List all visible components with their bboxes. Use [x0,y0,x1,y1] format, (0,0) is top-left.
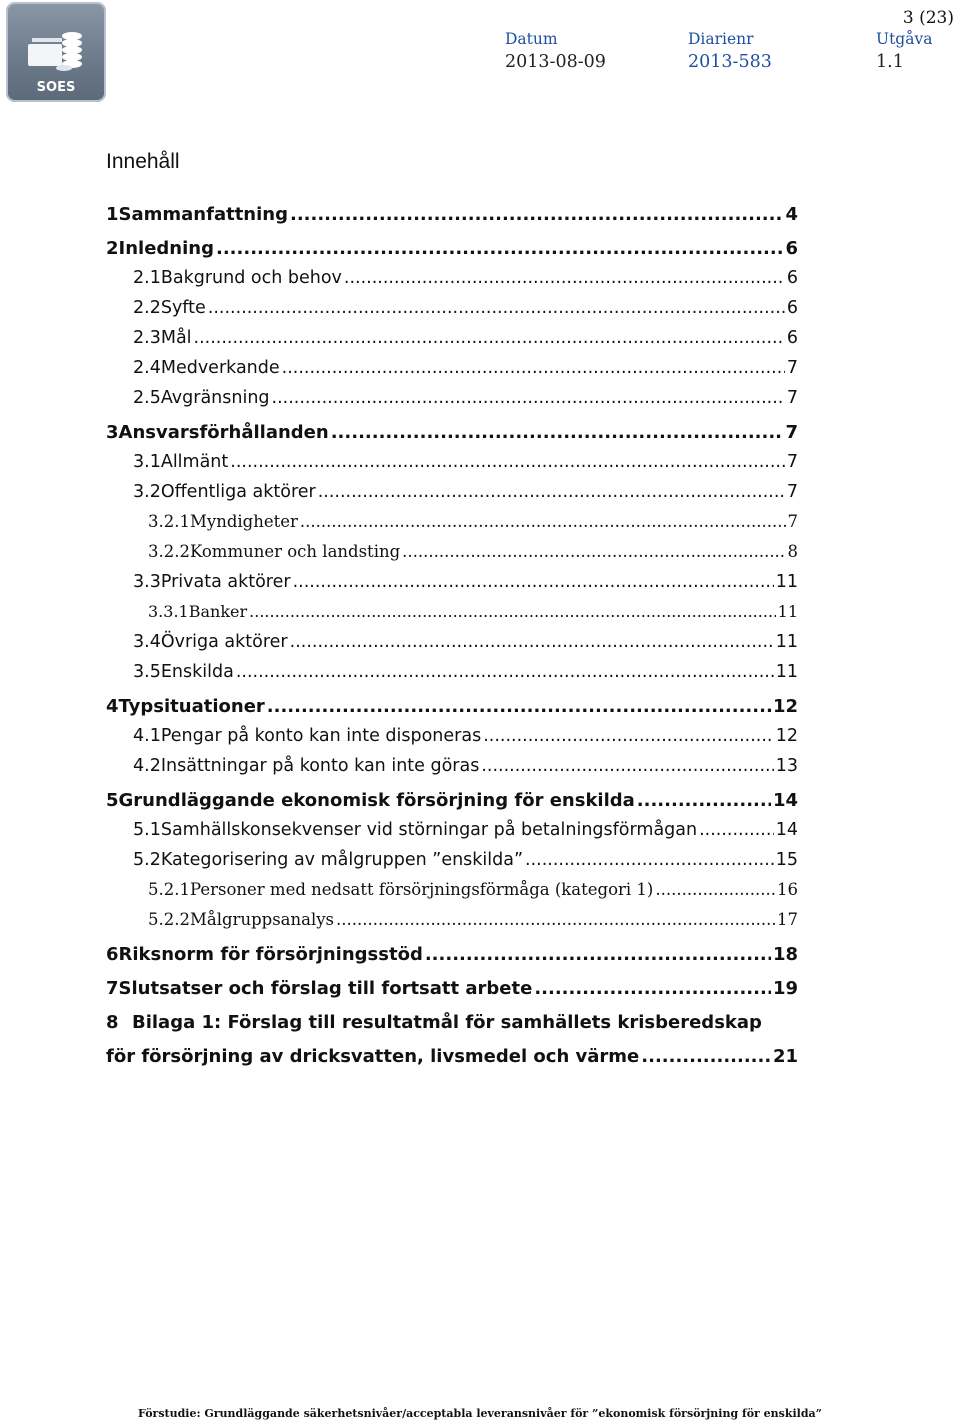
utgava-value: 1.1 [876,52,904,72]
toc-entry-page: 19 [772,978,798,999]
page-number: 3 (23) [902,8,954,28]
toc-entry-title: för försörjning av dricksvatten, livsmedel och värme [106,1046,640,1067]
toc-entry-page: 6 [786,328,798,348]
diarienr-label: Diarienr [688,30,754,48]
toc-entry-page: 12 [775,726,798,746]
toc-entry-title: Kategorisering av målgruppen ”enskilda” [160,850,524,870]
toc-entry-page: 11 [777,602,798,621]
toc-entry-title: Grundläggande ekonomisk försörjning för enskilda [118,790,635,811]
toc-entry-number: 3.2.1 [148,512,190,531]
toc-leader-dots [230,452,785,472]
toc-entry-2-1[interactable] [133,268,798,288]
toc-entry-title: Avgränsning [160,388,270,408]
toc-leader-dots [236,662,774,682]
meta-diarienr [688,30,772,72]
toc-entry-number: 8 [106,1012,119,1033]
date-label: Datum [505,30,558,48]
toc-leader-dots [481,756,773,776]
toc-entry-title: Myndigheter [189,512,298,531]
toc-leader-dots [655,880,775,899]
toc-entry-page: 16 [777,880,798,899]
toc-entry-number: 4.1 [133,726,161,746]
toc-entry-6[interactable] [106,944,798,965]
toc-entry-3-2[interactable] [133,482,798,502]
toc-entry-7[interactable] [106,978,798,999]
toc-entry-number: 4 [106,696,119,717]
toc-entry-5[interactable] [106,790,798,811]
toc-entry-number: 2 [106,238,119,259]
toc-entry-4[interactable] [106,696,798,717]
toc-entry-3[interactable] [106,422,798,443]
toc-entry-number: 5.2.2 [148,910,190,929]
toc-entry-number: 5.2 [133,850,161,870]
toc-entry-page: 14 [772,790,798,811]
toc-entry-title: Övriga aktörer [160,632,288,652]
toc-entry-number: 3.1 [133,452,161,472]
toc-entry-title: Riksnorm för försörjningsstöd [118,944,423,965]
toc-entry-number: 2.2 [133,298,161,318]
toc-leader-dots [637,790,771,811]
toc-entry-3-2-2[interactable] [148,542,798,561]
toc-entry-title: Privata aktörer [160,572,291,592]
toc-entry-number: 2.4 [133,358,161,378]
toc-entry-3-1[interactable] [133,452,798,472]
toc-entry-title: Offentliga aktörer [160,482,316,502]
toc-entry-number: 6 [106,944,119,965]
toc-entry-3-3-1[interactable] [148,602,798,621]
toc-leader-dots [290,204,783,225]
toc-entry-title: Ansvarsförhållanden [118,422,329,443]
toc-entry-4-2[interactable] [133,756,798,776]
toc-entry-page: 6 [785,238,798,259]
toc-entry-page: 11 [775,662,798,682]
toc-entry-number: 3.2.2 [148,542,190,561]
toc-leader-dots [300,512,786,531]
toc-entry-page: 11 [775,632,798,652]
toc-entry-title: Sammanfattning [118,204,288,225]
meta-utgava [876,30,932,72]
toc-entry-2-3[interactable] [133,328,798,348]
toc-entry-page: 14 [775,820,798,840]
toc-entry-page: 7 [786,358,798,378]
toc-entry-title: Samhällskonsekvenser vid störningar på betalningsförmågan [160,820,698,840]
toc-entry-title: Bakgrund och behov [160,268,342,288]
toc-leader-dots [272,388,785,408]
toc-entry-page: 7 [786,452,798,472]
toc-leader-dots [216,238,783,259]
toc-entry-title: Bilaga 1: Förslag till resultatmål för samhällets krisberedskap [132,1012,762,1033]
toc-entry-number: 3.2 [133,482,161,502]
utgava-label: Utgåva [876,30,933,48]
toc-entry-title: Målgruppsanalys [189,910,335,929]
toc-entry-page: 17 [777,910,798,929]
toc-entry-8-continued[interactable] [106,1046,798,1067]
toc-entry-page: 4 [785,204,798,225]
toc-entry-number: 5 [106,790,119,811]
toc-leader-dots [344,268,785,288]
toc-leader-dots [318,482,785,502]
toc-leader-dots [483,726,774,746]
toc-leader-dots [534,978,771,999]
toc-leader-dots [331,422,784,443]
toc-entry-number: 2.3 [133,328,161,348]
toc-entry-2-4[interactable] [133,358,798,378]
toc-leader-dots [641,1046,771,1067]
toc-entry-number: 3.3.1 [148,602,189,621]
coins-icon [26,24,88,74]
toc-leader-dots [293,572,774,592]
toc-leader-dots [336,910,775,929]
toc-leader-dots [249,602,776,621]
toc-entry-title: Personer med nedsatt försörjningsförmåga (kategori 1) [189,880,654,899]
toc-leader-dots [402,542,785,561]
toc-entry-number: 3.3 [133,572,161,592]
toc-entry-4-1[interactable] [133,726,798,746]
toc-entry-title: Slutsatser och förslag till fortsatt arbete [118,978,533,999]
toc-entry-title: Pengar på konto kan inte disponeras [160,726,482,746]
toc-leader-dots [425,944,771,965]
diarienr-value: 2013-583 [688,52,772,72]
toc-entry-5-2-1[interactable] [148,880,798,899]
toc-leader-dots [525,850,774,870]
toc-entry-title: Mål [160,328,192,348]
logo-text: SOES [36,80,76,95]
toc-entry-8[interactable] [106,1012,798,1033]
toc-entry-page: 21 [772,1046,798,1067]
toc-leader-dots [208,298,785,318]
date-value: 2013-08-09 [505,52,606,72]
toc-entry-title: Kommuner och landsting [189,542,401,561]
toc-entry-3-2-1[interactable] [148,512,798,531]
toc-entry-2[interactable] [106,238,798,259]
toc-entry-3-5[interactable] [133,662,798,682]
toc-entry-number: 2.5 [133,388,161,408]
toc-entry-number: 2.1 [133,268,161,288]
toc-entry-title: Insättningar på konto kan inte göras [160,756,480,776]
toc-entry-number: 3 [106,422,119,443]
toc-leader-dots [699,820,774,840]
toc-entry-page: 11 [775,572,798,592]
toc-entry-5-1[interactable] [133,820,798,840]
toc-entry-2-2[interactable] [133,298,798,318]
toc-entry-page: 7 [786,388,798,408]
toc-leader-dots [282,358,785,378]
toc-leader-dots [290,632,774,652]
toc-entry-number: 1 [106,204,119,225]
toc-entry-page: 12 [772,696,798,717]
toc-entry-number: 3.5 [133,662,161,682]
toc-entry-title: Typsituationer [118,696,265,717]
toc-entry-title: Syfte [160,298,206,318]
toc-entry-number: 7 [106,978,119,999]
toc-entry-5-2[interactable] [133,850,798,870]
toc-entry-number: 4.2 [133,756,161,776]
toc-entry-page: 7 [787,512,798,531]
toc-leader-dots [194,328,785,348]
toc-entry-title: Inledning [118,238,214,259]
toc-entry-page: 8 [787,542,798,561]
toc-entry-title: Medverkande [160,358,280,378]
toc-entry-page: 6 [786,268,798,288]
toc-entry-number: 5.2.1 [148,880,190,899]
toc-entry-page: 6 [786,298,798,318]
toc-entry-1[interactable] [106,204,798,225]
meta-date [505,30,606,72]
toc-entry-page: 7 [785,422,798,443]
toc-entry-title: Banker [188,602,248,621]
page-footer: Förstudie: Grundläggande säkerhetsnivåer/acceptabla leveransnivåer för ”ekonomisk försörjning för enskilda” [138,1407,822,1420]
toc-entry-page: 18 [772,944,798,965]
toc-entry-number: 5.1 [133,820,161,840]
toc-entry-page: 13 [775,756,798,776]
toc-entry-page: 7 [786,482,798,502]
toc-entry-2-5[interactable] [133,388,798,408]
soes-logo [6,2,106,102]
toc-entry-title: Enskilda [160,662,234,682]
toc-entry-3-3[interactable] [133,572,798,592]
toc-entry-title: Allmänt [160,452,229,472]
toc-entry-3-4[interactable] [133,632,798,652]
toc-entry-5-2-2[interactable] [148,910,798,929]
toc-entry-number: 3.4 [133,632,161,652]
toc-title: Innehåll [106,150,180,173]
toc-leader-dots [267,696,771,717]
toc-entry-page: 15 [775,850,798,870]
